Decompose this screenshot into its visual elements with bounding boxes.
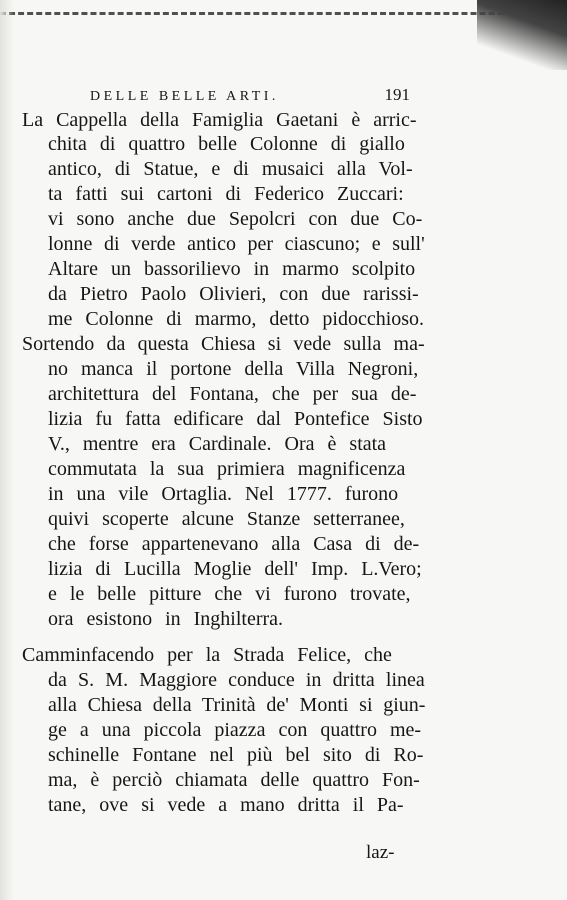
running-title: DELLE BELLE ARTI. [90, 89, 279, 104]
text-line: Camminfacendo per la Strada Felice, che [22, 644, 392, 666]
text-line: vi sono anche due Sepolcri con due Co- [48, 208, 423, 230]
text-line: ma, è perciò chiamata delle quattro Fon- [48, 769, 420, 791]
page-corner-shadow [477, 0, 567, 70]
text-line: e le belle pitture che vi furono trovate, [48, 583, 411, 605]
catchword: laz- [366, 842, 395, 863]
text-line: tane, ove si vede a mano dritta il Pa- [48, 794, 404, 816]
text-line: ora esistono in Inghilterra. [48, 608, 284, 630]
text-line: La Cappella della Famiglia Gaetani è arric- [22, 109, 417, 131]
text-line: quivi scoperte alcune Stanze setterranee, [48, 508, 405, 530]
text-line: commutata la sua primiera magnificenza [48, 458, 406, 480]
text-line: architettura del Fontana, che per sua de- [48, 383, 417, 405]
text-line: da Pietro Paolo Olivieri, con due rarissi- [48, 283, 419, 305]
text-line: schinelle Fontane nel più bel sito di Ro- [48, 744, 424, 766]
text-line: lizia fu fatta edificare dal Pontefice Sisto [48, 408, 423, 430]
text-line: Sortendo da questa Chiesa si vede sulla ma- [22, 333, 425, 355]
text-line: che forse appartenevano alla Casa di de- [48, 533, 420, 555]
page-header [90, 85, 410, 107]
text-line: ge a una piccola piazza con quattro me- [48, 719, 422, 741]
text-line: V., mentre era Cardinale. Ora è stata [48, 433, 387, 455]
text-line: chita di quattro belle Colonne di giallo [48, 133, 405, 155]
text-line: antico, di Statue, e di musaici alla Vol- [48, 158, 413, 180]
text-line: no manca il portone della Villa Negroni, [48, 358, 419, 380]
text-line: lizia di Lucilla Moglie dell' Imp. L.Vero; [48, 558, 422, 580]
text-line: da S. M. Maggiore conduce in dritta linea [48, 669, 425, 691]
page-number: 191 [384, 85, 410, 104]
text-line: lonne di verde antico per ciascuno; e sull' [48, 233, 425, 255]
text-line: ta fatti sui cartoni di Federico Zuccari: [48, 183, 404, 205]
page-gutter-shade [0, 0, 14, 900]
text-line: me Colonne di marmo, detto pidocchioso. [48, 308, 425, 330]
text-line: alla Chiesa della Trinità de' Monti si giun- [48, 694, 426, 716]
text-line: Altare un bassorilievo in marmo scolpito [48, 258, 416, 280]
text-line: in una vile Ortaglia. Nel 1777. furono [48, 483, 399, 505]
